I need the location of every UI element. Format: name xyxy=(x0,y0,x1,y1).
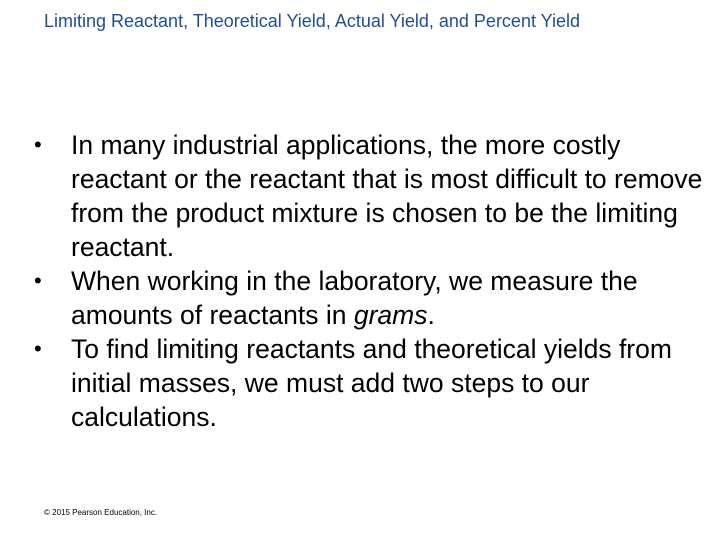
emphasis-grams: grams xyxy=(353,300,428,330)
bullet-item-industrial xyxy=(34,128,714,264)
bullet-item-calculations xyxy=(34,332,714,434)
bullet-item-laboratory xyxy=(34,264,714,332)
slide-title: Limiting Reactant, Theoretical Yield, Actual Yield, and Percent Yield xyxy=(44,11,580,31)
bullet-icon: • xyxy=(34,336,42,361)
bullet-text: In many industrial applications, the more costly reactant or the reactant that is most difficult to remove from the product mixture is chosen to be the limiting reactant. xyxy=(71,130,703,262)
bullet-icon: • xyxy=(34,132,42,157)
bullet-text-end: . xyxy=(427,300,435,330)
bullet-list xyxy=(34,128,714,434)
bullet-text: When working in the laboratory, we measure the amounts of reactants in xyxy=(71,266,638,330)
bullet-text: To find limiting reactants and theoretical yields from initial masses, we must add two steps to our calculations. xyxy=(71,334,672,432)
copyright-footer: © 2015 Pearson Education, Inc. xyxy=(44,508,158,517)
bullet-icon: • xyxy=(34,268,42,293)
